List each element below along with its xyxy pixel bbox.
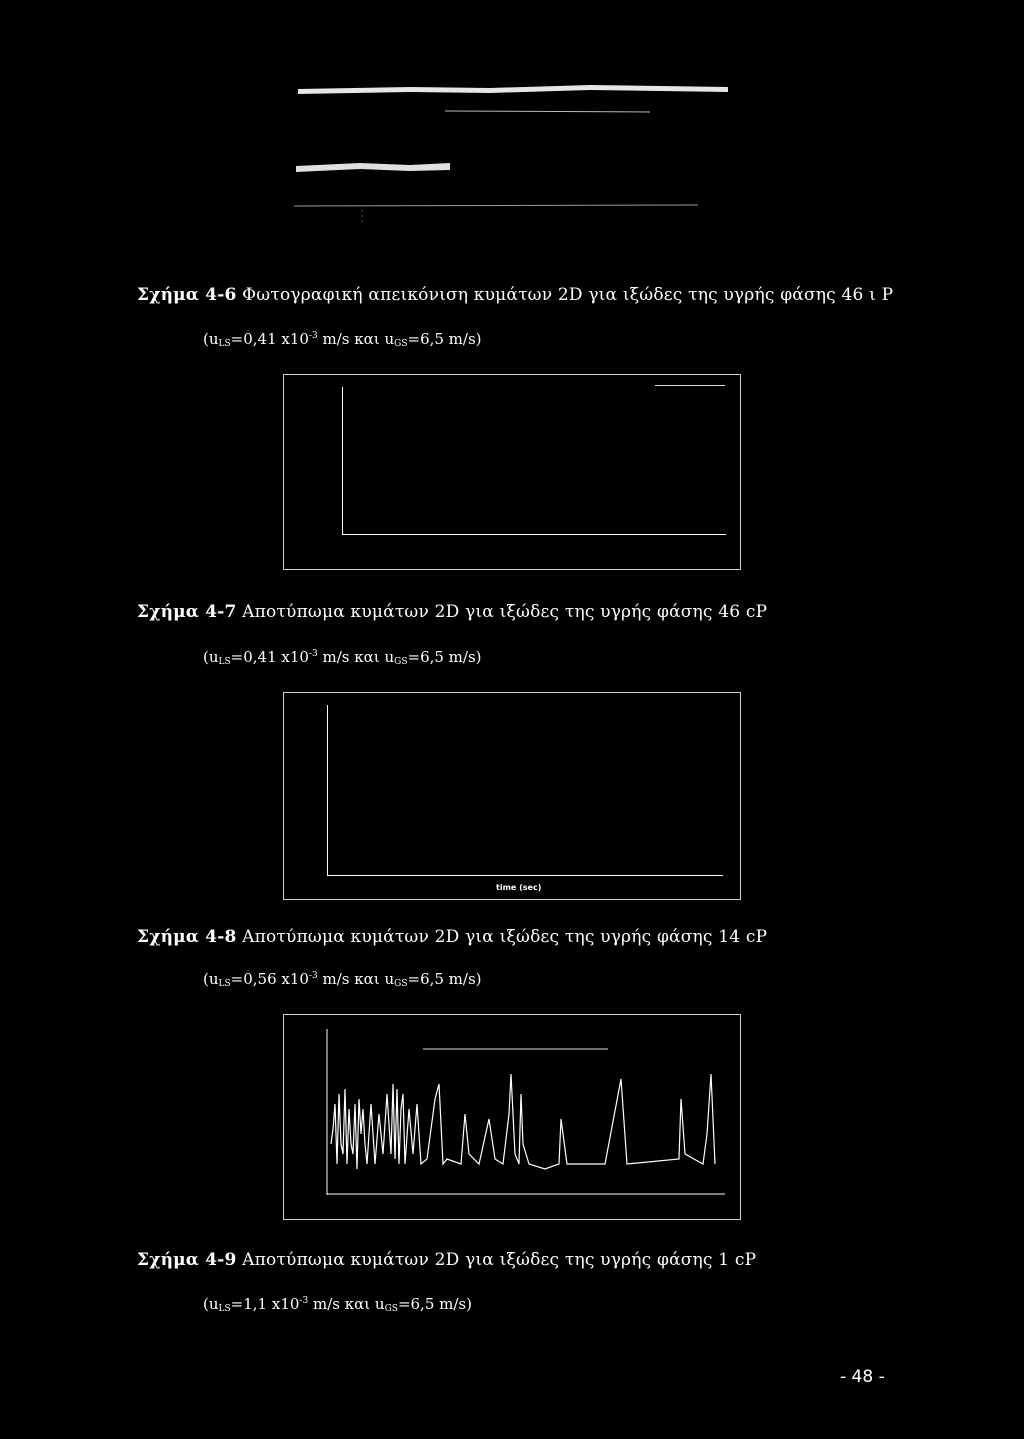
y-axis (327, 705, 328, 876)
figure-params: ($u_{LS}=0,41$ $x10^{-3}$ m/s και $u_{GS}=6,5$ m/s) (203, 648, 482, 667)
uls-value: 0,56 x10 (243, 970, 309, 988)
x-axis (327, 875, 723, 876)
figure-caption (137, 602, 767, 622)
ugs-value: 6,5 m/s (410, 1295, 467, 1313)
wave-trace-plot (283, 1014, 741, 1220)
figure-label: Σχήμα 4-9 (137, 1250, 237, 1270)
figure-params: ($u_{LS}=0,56$ $x10^{-3}$ m/s και $u_{GS}=6,5$ m/s) (203, 970, 482, 989)
figure-label: Σχήμα 4-6 (137, 285, 237, 305)
photo-figure-4-6 (290, 75, 730, 225)
photo-wave-marks (290, 75, 730, 225)
figure-params: ($u_{LS}=1,1$ $x10^{-3}$ m/s και $u_{GS}=6,5$ m/s) (203, 1295, 472, 1314)
ugs-value: 6,5 m/s (420, 970, 476, 988)
figure-params: ($u_{LS}=0,41$ $x10^{-3}$ m/s και $u_{GS}=6,5$ m/s) (203, 330, 482, 349)
figure-label: Σχήμα 4-7 (137, 602, 237, 622)
figure-caption-text: Αποτύπωμα κυμάτων 2D για ιξώδες της υγρής φάσης 46 cP (242, 602, 768, 622)
uls-value: 0,41 x10 (243, 330, 309, 348)
x-axis-title: time (sec) (496, 883, 542, 892)
figure-caption (137, 927, 767, 947)
ugs-value: 6,5 m/s (420, 648, 476, 666)
ugs-value: 6,5 m/s (420, 330, 476, 348)
figure-label: Σχήμα 4-8 (137, 927, 237, 947)
x-axis (342, 534, 726, 535)
figure-caption-text: Αποτύπωμα κυμάτων 2D για ιξώδες της υγρής φάσης 1 cP (242, 1250, 757, 1270)
figure-caption-text: Αποτύπωμα κυμάτων 2D για ιξώδες της υγρής φάσης 14 cP (242, 927, 768, 947)
page-number: - 48 - (840, 1367, 885, 1387)
y-axis (342, 387, 343, 535)
plot-frame-4-7 (283, 374, 741, 570)
figure-caption-text: Φωτογραφική απεικόνιση κυμάτων 2D για ιξώδες της υγρής φάσης 46 ι P (242, 285, 894, 305)
signal-trace (655, 385, 725, 386)
figure-caption (137, 285, 893, 305)
plot-frame-4-8 (283, 692, 741, 900)
figure-caption (137, 1250, 756, 1270)
uls-value: 1,1 x10 (243, 1295, 300, 1313)
wave-signal (331, 1074, 715, 1169)
uls-value: 0,41 x10 (243, 648, 309, 666)
